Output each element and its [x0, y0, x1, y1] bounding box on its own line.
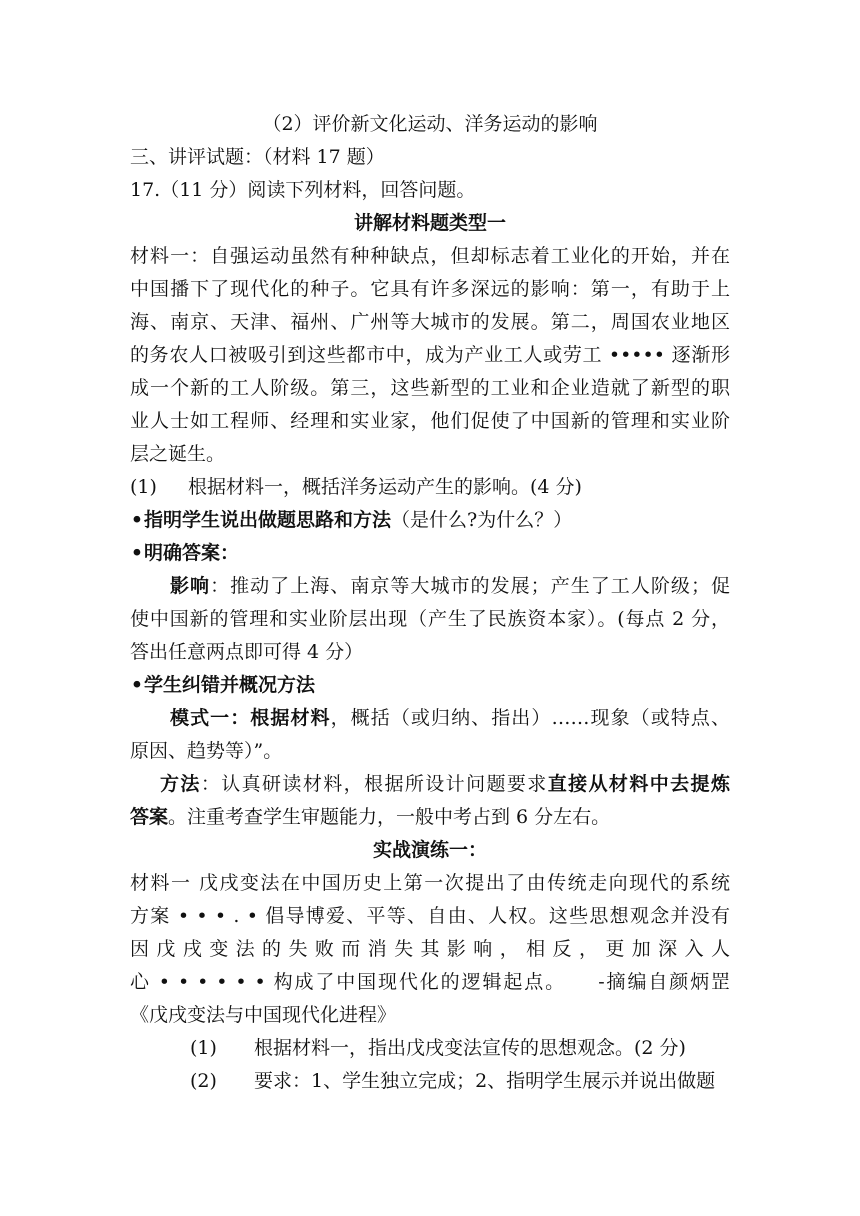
sub-question — [130, 1032, 730, 1065]
sub-question-text: 要求：1、学生独立完成；2、指明学生展示并说出做题 — [254, 1070, 716, 1092]
source-citation: 《戊戌变法与中国现代化进程》 — [130, 1004, 397, 1026]
sub-question-text: 根据材料一，概括洋务运动产生的影响。(4 分) — [188, 476, 582, 498]
bullet-text: （是什么?为什么？） — [391, 509, 573, 531]
subsection-heading: 讲解材料题类型一 — [353, 212, 506, 234]
section-title: 三、讲评试题：（材料 17 题） — [130, 146, 385, 168]
bullet-bold-text: 明确答案： — [144, 542, 240, 564]
section-heading: （2）评价新文化运动、洋务运动的影响 — [262, 113, 598, 135]
paragraph-line: 方案 • • • . • 倡导博爱、平等、自由、人权。这些思想观念并没有 — [130, 905, 730, 927]
sub-question-text: 根据材料一，指出戊戌变法宣传的思想观念。(2 分) — [254, 1037, 686, 1059]
paragraph-line: 层之诞生。 — [130, 443, 226, 465]
answer-line — [130, 570, 730, 603]
paragraph-line: 心 • • • • • • 构成了中国现代化的逻辑起点。 -摘编自颜炳罡 — [130, 971, 730, 993]
method-line — [130, 702, 730, 735]
method-bold-text: 模式一：根据材料 — [170, 707, 331, 729]
sub-question-number: (2) — [190, 1070, 217, 1092]
answer-line: 使中国新的管理和实业阶层出现（产生了民族资本家）。(每点 2 分， — [130, 608, 730, 630]
bullet-item — [130, 504, 730, 537]
method-line — [130, 768, 730, 801]
method-line — [130, 801, 730, 834]
method-line: 原因、趋势等）”。 — [130, 740, 283, 762]
bullet-bold-text: 指明学生说出做题思路和方法 — [144, 509, 392, 531]
answer-line: 答出任意两点即可得 4 分） — [130, 641, 364, 663]
practice-heading: 实战演练一： — [372, 839, 487, 861]
sub-question — [130, 1065, 730, 1098]
bullet-icon: • — [130, 542, 144, 564]
method-bold-text: 答案 — [130, 806, 169, 828]
method-text: ：认真研读材料，根据所设计问题要求 — [200, 773, 548, 795]
sub-question-number: (1) — [190, 1037, 217, 1059]
paragraph-line: 材料一：自强运动虽然有种种缺点，但却标志着工业化的开始，并在 — [130, 245, 730, 267]
paragraph-line: 因戊戌变法的失败而消失其影响，相反，更加深入人 — [130, 938, 730, 960]
bullet-icon: • — [130, 509, 144, 531]
document-page — [130, 108, 730, 1098]
bullet-icon: • — [130, 674, 144, 696]
paragraph-line: 海、南京、天津、福州、广州等大城市的发展。第二，周国农业地区 — [130, 311, 730, 333]
paragraph-line: 中国播下了现代化的种子。它具有许多深远的影响：第一，有助于上 — [130, 278, 730, 300]
method-text: ，概括（或归纳、指出）……现象（或特点、 — [330, 707, 730, 729]
answer-text: ：推动了上海、南京等大城市的发展；产生了工人阶级；促 — [210, 575, 730, 597]
paragraph-line: 的务农人口被吸引到这些都市中，成为产业工人或劳工 ••••• 逐渐形 — [130, 344, 730, 366]
method-bold-text: 直接从材料中去提炼 — [547, 773, 730, 795]
bullet-item — [130, 537, 730, 570]
question-title: 17.（11 分）阅读下列材料，回答问题。 — [130, 179, 476, 201]
paragraph-line: 材料一 戊戌变法在中国历史上第一次提出了由传统走向现代的系统 — [130, 872, 730, 894]
bullet-item — [130, 669, 730, 702]
paragraph-line: 成一个新的工人阶级。第三，这些新型的工业和企业造就了新型的职 — [130, 377, 730, 399]
answer-label: 影响 — [170, 575, 211, 597]
method-label: 方法 — [160, 773, 201, 795]
paragraph-line: 业人士如工程师、经理和实业家，他们促使了中国新的管理和实业阶 — [130, 410, 730, 432]
sub-question — [130, 471, 730, 504]
method-text: 。注重考查学生审题能力，一般中考占到 6 分左右。 — [168, 806, 611, 828]
bullet-bold-text: 学生纠错并概况方法 — [144, 674, 316, 696]
sub-question-number: (1) — [130, 476, 157, 498]
